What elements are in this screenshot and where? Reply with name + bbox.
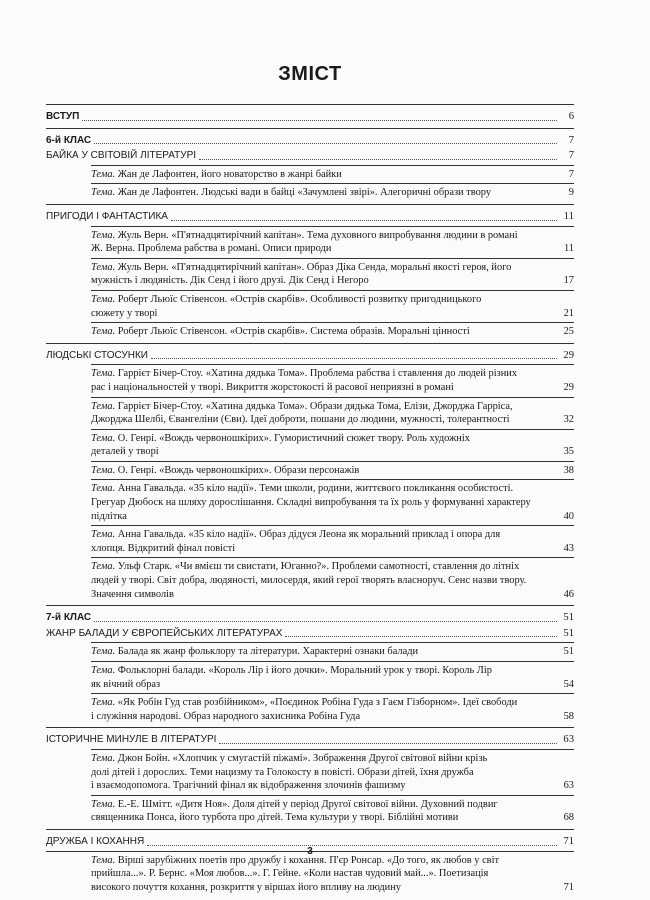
toc-entry: [46, 325, 574, 339]
toc-page-number: 58: [563, 710, 574, 722]
toc-entry-line: [91, 464, 550, 478]
toc-entry-line: [91, 229, 550, 243]
line-text: О. Генрі. «Вождь червоношкірих». Образи персонажів: [117, 464, 360, 476]
toc-entry-line: [91, 574, 550, 588]
toc-entry: [46, 528, 574, 555]
entry-divider: [91, 661, 574, 662]
toc-entry-line: [91, 811, 550, 825]
toc-page-number: 11: [563, 243, 574, 255]
toc-section-heading: [46, 733, 574, 747]
line-text: долі дітей і дорослих. Теми нацизму та Голокосту в повісті. Образи дітей, їхня дружба: [91, 766, 474, 778]
toc-entry: [46, 664, 574, 691]
toc-page-number: 51: [563, 612, 574, 624]
toc-entry-line: [91, 367, 550, 381]
line-text: О. Генрі. «Вождь червоношкірих». Гумористичний сюжет твору. Роль художніх: [117, 432, 470, 444]
entry-divider: [91, 165, 574, 166]
line-text: прийшла...». Р. Бернс. «Моя любов...». Г. Гейне. «Коли настав чудовий май...». Поетизація: [91, 868, 489, 880]
toc-heading-label: ВСТУП: [46, 111, 80, 122]
dot-leader: [151, 358, 557, 359]
toc-heading-label: ЖАНР БАЛАДИ У ЄВРОПЕЙСЬКИХ ЛІТЕРАТУРАХ: [46, 627, 283, 639]
toc-entry-line: [91, 307, 550, 321]
toc-entry: [46, 696, 574, 723]
tema-label: Тема.: [91, 432, 116, 444]
dot-leader: [199, 159, 557, 160]
toc-entry-text: [91, 186, 550, 200]
toc-heading-label: 6-й КЛАС: [46, 134, 92, 146]
toc-heading-label: ІСТОРИЧНЕ МИНУЛЕ В ЛІТЕРАТУРІ: [46, 734, 217, 746]
line-text: Джорджа Шелбі, Євангеліни (Єви). Ідеї доброти, пошани до людини, мужності, толерантності: [91, 414, 510, 426]
dot-leader: [285, 636, 557, 637]
divider: [46, 343, 574, 344]
toc-heading-label: ДРУЖБА І КОХАННЯ: [46, 835, 145, 847]
toc-section-heading: [46, 627, 574, 641]
toc-page-number: 7: [568, 150, 574, 162]
dot-leader: [171, 220, 557, 221]
dot-leader: [94, 143, 557, 144]
line-text: Роберт Льюїс Стівенсон. «Острів скарбів». Особливості розвитку пригодницького: [117, 293, 482, 305]
toc-entry: [46, 798, 574, 825]
dot-leader: [94, 621, 557, 622]
toc-section-heading: [46, 349, 574, 363]
line-text: Вірші зарубіжних поетів про дружбу і кохання. П'єр Ронсар. «До того, як любов у світ: [117, 854, 500, 866]
entry-divider: [91, 525, 574, 526]
toc-entry-text: [91, 261, 550, 288]
line-text: Е.-Е. Шмітт. «Дитя Ноя». Доля дітей у період Другої світової війни. Духовний подвиг: [117, 798, 498, 810]
line-text: і взаємодопомога. Трагічний фінал як відображення злочинів фашизму: [91, 780, 406, 792]
entry-divider: [91, 429, 574, 430]
tema-label: Тема.: [91, 665, 116, 676]
entry-divider: [91, 364, 574, 365]
entry-divider: [91, 642, 574, 643]
toc-page-number: 63: [563, 780, 574, 792]
toc-entry-text: [91, 168, 550, 182]
toc-entry-text: [91, 560, 550, 601]
toc-entry-line: [91, 496, 550, 510]
toc-page-number: 40: [563, 510, 574, 522]
divider: [46, 829, 574, 830]
toc-section-heading: [46, 210, 574, 224]
entry-divider: [91, 322, 574, 323]
toc-page-number: 38: [563, 464, 574, 476]
toc-section-heading: [46, 149, 574, 163]
line-text: сюжету у творі: [91, 307, 158, 319]
toc-entry-line: [91, 798, 550, 812]
tema-label: Тема.: [91, 168, 116, 180]
line-text: Жуль Верн. «П'ятнадцятирічний капітан». Тема духовного випробування людини в романі: [117, 229, 518, 241]
toc-page-number: 29: [563, 349, 574, 361]
toc-entry-line: [91, 510, 550, 524]
entry-divider: [91, 183, 574, 184]
tema-label: Тема.: [91, 326, 116, 338]
toc-entry: [46, 229, 574, 256]
toc-entry-line: [91, 381, 550, 395]
entry-divider: [91, 795, 574, 796]
entry-divider: [91, 290, 574, 291]
toc-entry: [46, 854, 574, 895]
line-text: Гаррієт Бічер-Стоу. «Хатина дядька Тома». Образи дядька Тома, Елізи, Джорджа Гарріса,: [117, 400, 513, 412]
tema-label: Тема.: [91, 529, 116, 541]
entry-divider: [91, 749, 574, 750]
toc-page-number: 46: [563, 588, 574, 600]
line-text: Фольклорні балади. «Король Лір і його дочки». Моральний урок у творі. Король Лір: [117, 665, 492, 676]
tema-label: Тема.: [91, 854, 116, 866]
toc-entry-text: [91, 645, 550, 659]
tema-label: Тема.: [91, 646, 116, 658]
toc-page-number: 11: [563, 210, 574, 222]
toc-entry-line: [91, 779, 550, 793]
page-title: ЗМІСТ: [278, 63, 342, 85]
toc-page-number: 68: [563, 812, 574, 824]
toc-entry-line: [91, 168, 550, 182]
page-footer: [46, 846, 574, 857]
tema-label: Тема.: [91, 293, 116, 305]
divider: [46, 605, 574, 606]
toc-entry: [46, 432, 574, 459]
toc-page-number: 25: [563, 326, 574, 338]
entry-divider: [91, 557, 574, 558]
toc-entry: [46, 293, 574, 320]
toc-entry-text: [91, 325, 550, 339]
toc-entry-line: [91, 413, 550, 427]
line-text: «Як Робін Гуд став розбійником», «Поєдинок Робіна Гуда з Гаєм Гізборном». Ідеї свободи: [117, 697, 518, 709]
toc-page-number: 71: [563, 835, 574, 847]
toc-entry-line: [91, 261, 550, 275]
tema-label: Тема.: [91, 752, 116, 764]
divider: [46, 204, 574, 205]
line-text: Ж. Верна. Проблема рабства в романі. Описи природи: [91, 243, 332, 255]
toc-entry-line: [91, 752, 550, 766]
tema-label: Тема.: [91, 368, 116, 380]
divider: [46, 727, 574, 728]
toc-entry-text: [91, 696, 550, 723]
toc-page-number: 21: [563, 307, 574, 319]
divider: [46, 104, 574, 105]
entry-divider: [91, 226, 574, 227]
line-text: і служіння народові. Образ народного захисника Робіна Гуда: [91, 710, 361, 722]
toc-entry-line: [91, 325, 550, 339]
footer-rule-right: [330, 851, 574, 852]
line-text: Жан де Лафонтен. Людські вади в байці «Зачумлені звірі». Алегоричні образи твору: [117, 187, 492, 199]
line-text: мужність і людяність. Дік Сенд і його друзі. Дік Сенд і Негоро: [91, 275, 369, 287]
toc-entry-line: [91, 542, 550, 556]
tema-label: Тема.: [91, 400, 116, 412]
table-of-contents: [46, 104, 574, 894]
dot-leader: [82, 120, 557, 121]
toc-heading-label: 7-й КЛАС: [46, 612, 92, 624]
toc-entry-line: [91, 482, 550, 496]
line-text: Анна Гавальда. «35 кіло надії». Образ дідуся Леона як моральний приклад і опора для: [117, 529, 501, 541]
toc-entry: [46, 400, 574, 427]
line-text: Жан де Лафонтен, його новаторство в жанрі байки: [117, 168, 342, 180]
toc-entry-line: [91, 696, 550, 710]
toc-entry: [46, 560, 574, 601]
line-text: Гаррієт Бічер-Стоу. «Хатина дядька Тома». Проблема рабства і ставлення до людей різних: [117, 368, 518, 380]
toc-entry-text: [91, 367, 550, 394]
toc-page-number: 35: [563, 446, 574, 458]
toc-entry-line: [91, 242, 550, 256]
line-text: хлопця. Відкритий фінал повісті: [91, 542, 236, 554]
line-text: Джон Бойн. «Хлопчик у смугастій піжамі». Зображення Другої світової війни крізь: [117, 752, 488, 764]
toc-entry-line: [91, 588, 550, 602]
page-number: 3: [307, 846, 313, 857]
dot-leader: [219, 743, 557, 744]
line-text: Грегуар Дюбоск на шляху дорослішання. Складні випробування та їх роль у формуванні характеру: [91, 497, 531, 509]
toc-entry: [46, 367, 574, 394]
toc-page-number: 43: [563, 542, 574, 554]
toc-entry-line: [91, 881, 550, 895]
toc-entry-line: [91, 678, 550, 692]
toc-entry: [46, 186, 574, 200]
toc-page-number: 51: [563, 627, 574, 639]
tema-label: Тема.: [91, 464, 116, 476]
toc-entry-text: [91, 798, 550, 825]
line-text: рас і національностей у творі. Викриття жорстокості й расової неприязні в романі: [91, 381, 454, 393]
divider: [46, 128, 574, 129]
tema-label: Тема.: [91, 261, 116, 273]
entry-divider: [91, 461, 574, 462]
toc-entry: [46, 168, 574, 182]
entry-divider: [91, 693, 574, 694]
toc-entry-text: [91, 482, 550, 523]
toc-page-number: 63: [563, 734, 574, 746]
line-text: Жуль Верн. «П'ятнадцятирічний капітан». Образ Діка Сенда, моральні якості героя, його: [117, 261, 512, 273]
toc-entry-line: [91, 186, 550, 200]
toc-entry-line: [91, 645, 550, 659]
toc-page-number: 9: [568, 187, 574, 199]
tema-label: Тема.: [91, 697, 116, 709]
toc-entry-text: [91, 293, 550, 320]
line-text: деталей у творі: [91, 446, 159, 458]
toc-entry: [46, 261, 574, 288]
toc-page-number: 7: [568, 168, 574, 180]
line-text: Балада як жанр фольклору та літератури. Характерні ознаки балади: [117, 646, 419, 658]
toc-entry-text: [91, 229, 550, 256]
toc-entry-line: [91, 445, 550, 459]
toc-entry: [46, 482, 574, 523]
toc-entry-text: [91, 752, 550, 793]
toc-page-number: 7: [568, 134, 574, 146]
toc-page-number: 32: [563, 414, 574, 426]
toc-heading-label: ЛЮДСЬКІ СТОСУНКИ: [46, 349, 148, 361]
toc-entry-line: [91, 664, 550, 678]
toc-entry-line: [91, 528, 550, 542]
entry-divider: [91, 397, 574, 398]
toc-entry: [46, 464, 574, 478]
toc-page-number: 6: [568, 111, 574, 122]
toc-entry-line: [91, 274, 550, 288]
toc-page-number: 17: [563, 275, 574, 287]
line-text: людей у творі. Світ добра, людяності, милосердя, який герої творять власноруч. Сенс назви твору.: [91, 575, 527, 587]
line-text: священника Понса, його турбота про дітей. Тема культури у творі. Біблійні мотиви: [91, 812, 459, 824]
toc-entry: [46, 752, 574, 793]
entry-divider: [91, 258, 574, 259]
toc-page-number: 51: [563, 646, 574, 658]
toc-entry-text: [91, 400, 550, 427]
tema-label: Тема.: [91, 561, 116, 573]
line-text: Ульф Старк. «Чи вмієш ти свистати, Юганно?». Проблеми самотності, ставлення до літніх: [117, 561, 520, 573]
tema-label: Тема.: [91, 483, 116, 495]
toc-heading-label: БАЙКА У СВІТОВІЙ ЛІТЕРАТУРІ: [46, 150, 197, 162]
toc-heading-label: ПРИГОДИ І ФАНТАСТИКА: [46, 210, 168, 222]
tema-label: Тема.: [91, 187, 116, 199]
entry-divider: [91, 479, 574, 480]
toc-entry-line: [91, 766, 550, 780]
toc-entry-line: [91, 293, 550, 307]
toc-page-number: 54: [563, 678, 574, 690]
line-text: Роберт Льюїс Стівенсон. «Острів скарбів». Система образів. Моральні цінності: [117, 326, 470, 338]
toc-entry-line: [91, 867, 550, 881]
footer-rule-left: [46, 851, 290, 852]
toc-entry-line: [91, 400, 550, 414]
tema-label: Тема.: [91, 229, 116, 241]
line-text: підлітка: [91, 510, 127, 522]
line-text: як вічний образ: [91, 678, 161, 690]
toc-entry-line: [91, 560, 550, 574]
toc-page-number: 29: [563, 381, 574, 393]
line-text: високого почуття кохання, розкриття у віршах його впливу на людину: [91, 881, 401, 893]
line-text: Значення символів: [91, 588, 174, 600]
line-text: Анна Гавальда. «35 кіло надії». Теми школи, родини, життєвого покликання особистості.: [117, 483, 514, 495]
toc-class-heading: [46, 611, 574, 625]
toc-class-heading: [46, 134, 574, 148]
toc-entry-text: [91, 664, 550, 691]
toc-entry-line: [91, 432, 550, 446]
toc-intro: [46, 110, 574, 124]
toc-entry-text: [91, 854, 550, 895]
tema-label: Тема.: [91, 798, 116, 810]
toc-entry-text: [91, 464, 550, 478]
toc-entry-text: [91, 528, 550, 555]
toc-page-number: 71: [563, 881, 574, 893]
toc-entry-line: [91, 710, 550, 724]
toc-entry: [46, 645, 574, 659]
toc-entry-text: [91, 432, 550, 459]
